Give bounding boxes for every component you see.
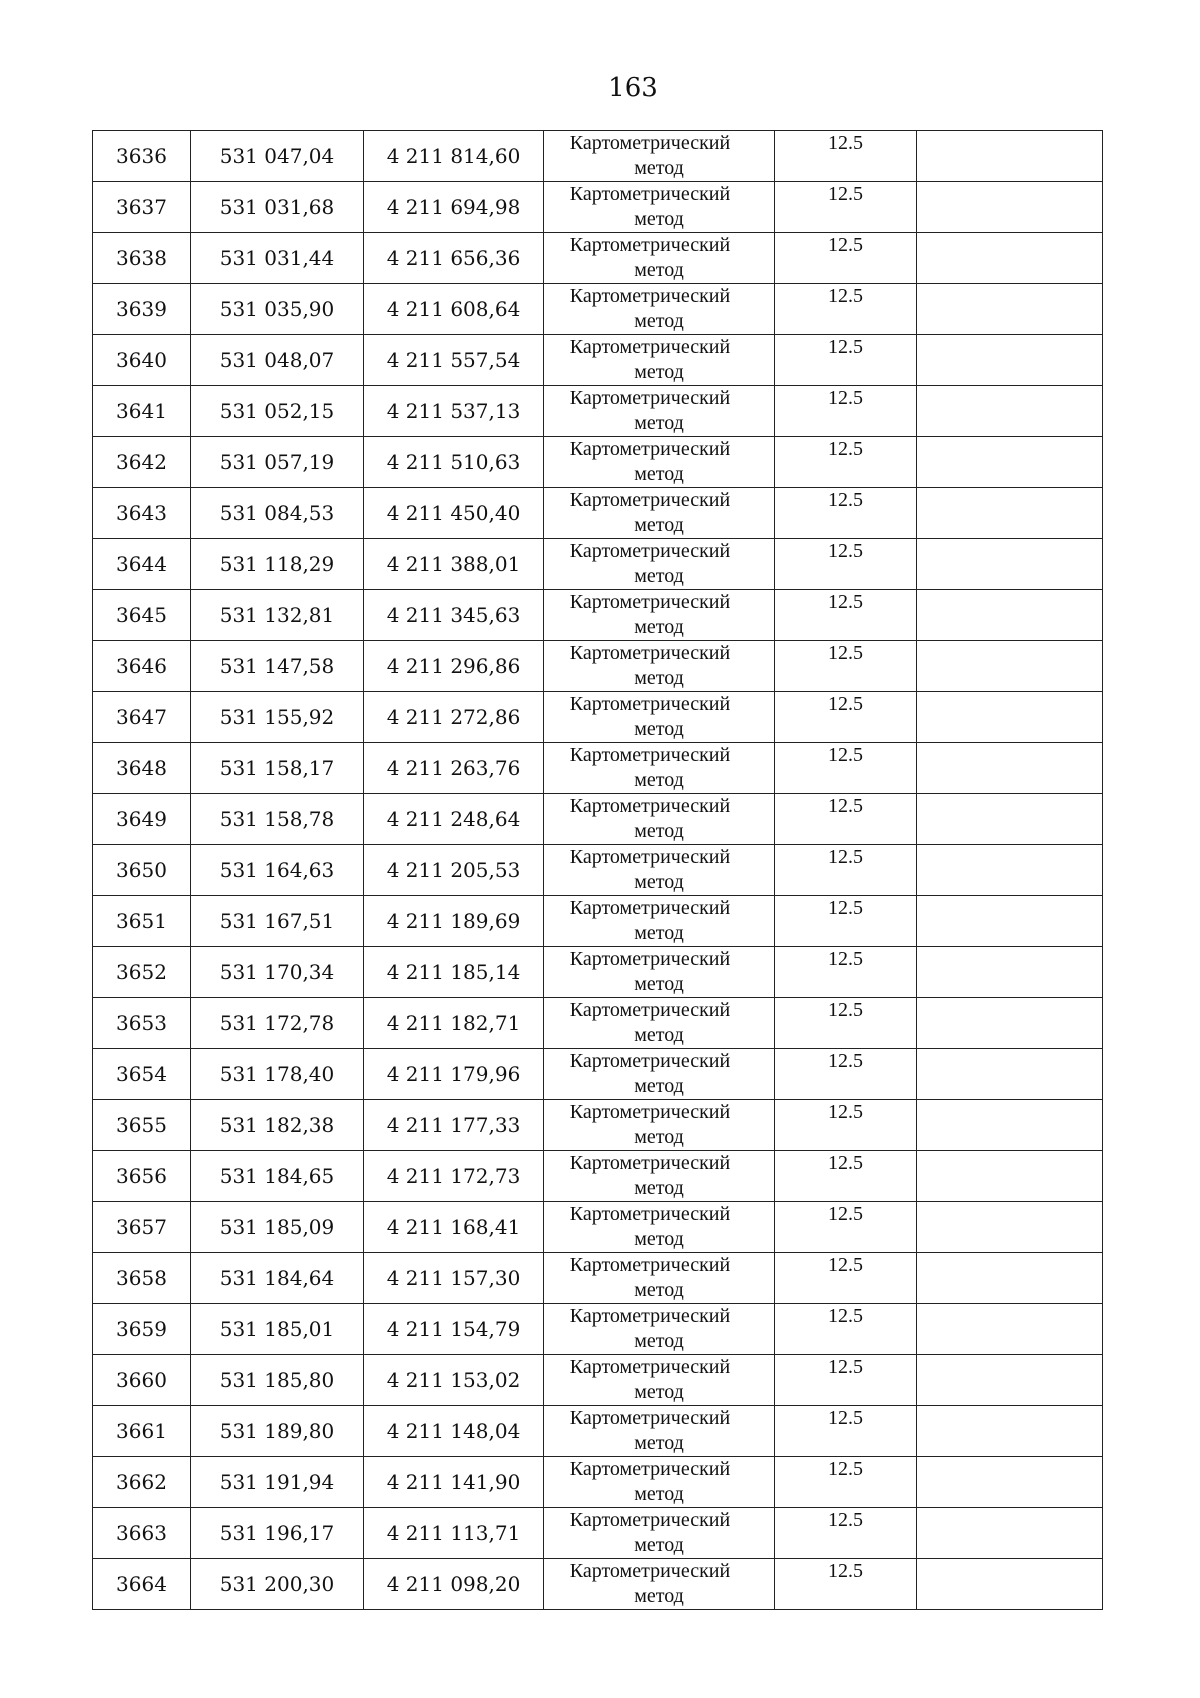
- method-cell: [544, 335, 775, 386]
- x-coordinate-cell: 531 118,29: [191, 539, 364, 590]
- method-line-2: метод: [634, 871, 684, 893]
- point-number-cell: 3657: [93, 1202, 191, 1253]
- table-row: [93, 1559, 1103, 1610]
- method-line-2: метод: [634, 463, 684, 485]
- table-row: [93, 1151, 1103, 1202]
- table-row: [93, 488, 1103, 539]
- method-cell: [544, 1151, 775, 1202]
- y-coordinate-cell: 4 211 148,04: [364, 1406, 544, 1457]
- accuracy-cell: 12.5: [775, 1304, 917, 1355]
- note-cell: [917, 539, 1103, 590]
- accuracy-cell: 12.5: [775, 641, 917, 692]
- accuracy-cell: 12.5: [775, 1406, 917, 1457]
- accuracy-cell: 12.5: [775, 1559, 917, 1610]
- point-number-cell: 3664: [93, 1559, 191, 1610]
- method-line-2: метод: [634, 667, 684, 689]
- y-coordinate-cell: 4 211 154,79: [364, 1304, 544, 1355]
- y-coordinate-cell: 4 211 182,71: [364, 998, 544, 1049]
- y-coordinate-cell: 4 211 141,90: [364, 1457, 544, 1508]
- note-cell: [917, 896, 1103, 947]
- table-row: [93, 1355, 1103, 1406]
- y-coordinate-cell: 4 211 248,64: [364, 794, 544, 845]
- note-cell: [917, 1559, 1103, 1610]
- x-coordinate-cell: 531 164,63: [191, 845, 364, 896]
- table-row: [93, 1202, 1103, 1253]
- x-coordinate-cell: 531 200,30: [191, 1559, 364, 1610]
- point-number-cell: 3641: [93, 386, 191, 437]
- y-coordinate-cell: 4 211 814,60: [364, 131, 544, 182]
- table-row: [93, 386, 1103, 437]
- method-line-1: Картометрический: [569, 234, 731, 256]
- method-line-2: метод: [634, 310, 684, 332]
- method-line-2: метод: [634, 565, 684, 587]
- note-cell: [917, 1508, 1103, 1559]
- note-cell: [917, 1049, 1103, 1100]
- x-coordinate-cell: 531 191,94: [191, 1457, 364, 1508]
- y-coordinate-cell: 4 211 272,86: [364, 692, 544, 743]
- y-coordinate-cell: 4 211 168,41: [364, 1202, 544, 1253]
- accuracy-cell: 12.5: [775, 1457, 917, 1508]
- note-cell: [917, 1355, 1103, 1406]
- method-line-1: Картометрический: [569, 744, 731, 766]
- table-row: [93, 335, 1103, 386]
- table-row: [93, 1100, 1103, 1151]
- method-line-2: метод: [634, 922, 684, 944]
- method-line-2: метод: [634, 514, 684, 536]
- method-cell: [544, 284, 775, 335]
- method-line-2: метод: [634, 208, 684, 230]
- method-line-2: метод: [634, 769, 684, 791]
- method-cell: [544, 947, 775, 998]
- y-coordinate-cell: 4 211 113,71: [364, 1508, 544, 1559]
- point-number-cell: 3646: [93, 641, 191, 692]
- point-number-cell: 3658: [93, 1253, 191, 1304]
- method-line-1: Картометрический: [569, 1305, 731, 1327]
- table-row: [93, 998, 1103, 1049]
- point-number-cell: 3656: [93, 1151, 191, 1202]
- method-line-2: метод: [634, 1483, 684, 1505]
- point-number-cell: 3663: [93, 1508, 191, 1559]
- table-row: [93, 641, 1103, 692]
- point-number-cell: 3652: [93, 947, 191, 998]
- method-line-1: Картометрический: [569, 1254, 731, 1276]
- accuracy-cell: 12.5: [775, 1151, 917, 1202]
- note-cell: [917, 131, 1103, 182]
- method-line-1: Картометрический: [569, 948, 731, 970]
- table-row: [93, 1457, 1103, 1508]
- method-cell: [544, 896, 775, 947]
- method-line-1: Картометрический: [569, 1050, 731, 1072]
- x-coordinate-cell: 531 035,90: [191, 284, 364, 335]
- point-number-cell: 3659: [93, 1304, 191, 1355]
- note-cell: [917, 641, 1103, 692]
- x-coordinate-cell: 531 155,92: [191, 692, 364, 743]
- accuracy-cell: 12.5: [775, 386, 917, 437]
- table-row: [93, 794, 1103, 845]
- note-cell: [917, 386, 1103, 437]
- table-row: [93, 131, 1103, 182]
- method-line-2: метод: [634, 616, 684, 638]
- method-cell: [544, 1559, 775, 1610]
- table-row: [93, 896, 1103, 947]
- point-number-cell: 3653: [93, 998, 191, 1049]
- method-cell: [544, 1202, 775, 1253]
- method-line-2: метод: [634, 412, 684, 434]
- accuracy-cell: 12.5: [775, 488, 917, 539]
- x-coordinate-cell: 531 047,04: [191, 131, 364, 182]
- table-row: [93, 1508, 1103, 1559]
- method-line-2: метод: [634, 1126, 684, 1148]
- point-number-cell: 3649: [93, 794, 191, 845]
- note-cell: [917, 998, 1103, 1049]
- method-cell: [544, 1355, 775, 1406]
- y-coordinate-cell: 4 211 153,02: [364, 1355, 544, 1406]
- method-line-1: Картометрический: [569, 1509, 731, 1531]
- x-coordinate-cell: 531 182,38: [191, 1100, 364, 1151]
- accuracy-cell: 12.5: [775, 182, 917, 233]
- x-coordinate-cell: 531 147,58: [191, 641, 364, 692]
- method-line-1: Картометрический: [569, 285, 731, 307]
- method-line-2: метод: [634, 361, 684, 383]
- method-line-2: метод: [634, 1585, 684, 1607]
- x-coordinate-cell: 531 172,78: [191, 998, 364, 1049]
- x-coordinate-cell: 531 184,65: [191, 1151, 364, 1202]
- method-cell: [544, 1406, 775, 1457]
- table-row: [93, 284, 1103, 335]
- y-coordinate-cell: 4 211 098,20: [364, 1559, 544, 1610]
- method-line-1: Картометрический: [569, 591, 731, 613]
- y-coordinate-cell: 4 211 656,36: [364, 233, 544, 284]
- note-cell: [917, 1406, 1103, 1457]
- method-line-1: Картометрический: [569, 897, 731, 919]
- point-number-cell: 3644: [93, 539, 191, 590]
- x-coordinate-cell: 531 158,78: [191, 794, 364, 845]
- point-number-cell: 3637: [93, 182, 191, 233]
- x-coordinate-cell: 531 158,17: [191, 743, 364, 794]
- method-line-1: Картометрический: [569, 693, 731, 715]
- point-number-cell: 3651: [93, 896, 191, 947]
- x-coordinate-cell: 531 084,53: [191, 488, 364, 539]
- method-line-1: Картометрический: [569, 642, 731, 664]
- table-body: [93, 131, 1103, 1610]
- method-line-1: Картометрический: [569, 387, 731, 409]
- y-coordinate-cell: 4 211 185,14: [364, 947, 544, 998]
- method-cell: [544, 539, 775, 590]
- note-cell: [917, 743, 1103, 794]
- accuracy-cell: 12.5: [775, 845, 917, 896]
- point-number-cell: 3660: [93, 1355, 191, 1406]
- method-line-1: Картометрический: [569, 1203, 731, 1225]
- table-row: [93, 1049, 1103, 1100]
- method-line-1: Картометрический: [569, 1356, 731, 1378]
- x-coordinate-cell: 531 178,40: [191, 1049, 364, 1100]
- x-coordinate-cell: 531 132,81: [191, 590, 364, 641]
- method-cell: [544, 1304, 775, 1355]
- note-cell: [917, 1457, 1103, 1508]
- method-line-2: метод: [634, 718, 684, 740]
- accuracy-cell: 12.5: [775, 947, 917, 998]
- method-cell: [544, 1457, 775, 1508]
- note-cell: [917, 1100, 1103, 1151]
- method-line-1: Картометрический: [569, 1407, 731, 1429]
- y-coordinate-cell: 4 211 608,64: [364, 284, 544, 335]
- accuracy-cell: 12.5: [775, 1355, 917, 1406]
- method-line-1: Картометрический: [569, 489, 731, 511]
- note-cell: [917, 335, 1103, 386]
- method-line-1: Картометрический: [569, 846, 731, 868]
- method-line-1: Картометрический: [569, 336, 731, 358]
- x-coordinate-cell: 531 057,19: [191, 437, 364, 488]
- method-cell: [544, 845, 775, 896]
- accuracy-cell: 12.5: [775, 539, 917, 590]
- table-row: [93, 437, 1103, 488]
- method-line-2: метод: [634, 157, 684, 179]
- y-coordinate-cell: 4 211 157,30: [364, 1253, 544, 1304]
- method-line-2: метод: [634, 820, 684, 842]
- y-coordinate-cell: 4 211 694,98: [364, 182, 544, 233]
- y-coordinate-cell: 4 211 179,96: [364, 1049, 544, 1100]
- x-coordinate-cell: 531 185,80: [191, 1355, 364, 1406]
- table-row: [93, 692, 1103, 743]
- point-number-cell: 3643: [93, 488, 191, 539]
- y-coordinate-cell: 4 211 388,01: [364, 539, 544, 590]
- method-line-1: Картометрический: [569, 1560, 731, 1582]
- method-cell: [544, 590, 775, 641]
- page-number: 163: [608, 73, 658, 103]
- y-coordinate-cell: 4 211 345,63: [364, 590, 544, 641]
- y-coordinate-cell: 4 211 172,73: [364, 1151, 544, 1202]
- note-cell: [917, 437, 1103, 488]
- point-number-cell: 3662: [93, 1457, 191, 1508]
- method-cell: [544, 641, 775, 692]
- accuracy-cell: 12.5: [775, 1253, 917, 1304]
- x-coordinate-cell: 531 031,44: [191, 233, 364, 284]
- y-coordinate-cell: 4 211 557,54: [364, 335, 544, 386]
- note-cell: [917, 1253, 1103, 1304]
- y-coordinate-cell: 4 211 177,33: [364, 1100, 544, 1151]
- note-cell: [917, 284, 1103, 335]
- point-number-cell: 3650: [93, 845, 191, 896]
- point-number-cell: 3645: [93, 590, 191, 641]
- accuracy-cell: 12.5: [775, 692, 917, 743]
- point-number-cell: 3648: [93, 743, 191, 794]
- x-coordinate-cell: 531 185,01: [191, 1304, 364, 1355]
- note-cell: [917, 1304, 1103, 1355]
- note-cell: [917, 794, 1103, 845]
- method-line-1: Картометрический: [569, 999, 731, 1021]
- y-coordinate-cell: 4 211 450,40: [364, 488, 544, 539]
- accuracy-cell: 12.5: [775, 335, 917, 386]
- method-cell: [544, 131, 775, 182]
- method-cell: [544, 794, 775, 845]
- method-line-1: Картометрический: [569, 183, 731, 205]
- x-coordinate-cell: 531 048,07: [191, 335, 364, 386]
- note-cell: [917, 182, 1103, 233]
- y-coordinate-cell: 4 211 205,53: [364, 845, 544, 896]
- method-line-1: Картометрический: [569, 132, 731, 154]
- method-cell: [544, 386, 775, 437]
- point-number-cell: 3655: [93, 1100, 191, 1151]
- method-cell: [544, 1508, 775, 1559]
- method-cell: [544, 692, 775, 743]
- accuracy-cell: 12.5: [775, 794, 917, 845]
- note-cell: [917, 233, 1103, 284]
- method-line-1: Картометрический: [569, 1458, 731, 1480]
- note-cell: [917, 947, 1103, 998]
- y-coordinate-cell: 4 211 263,76: [364, 743, 544, 794]
- method-cell: [544, 488, 775, 539]
- method-cell: [544, 1100, 775, 1151]
- table-row: [93, 845, 1103, 896]
- accuracy-cell: 12.5: [775, 998, 917, 1049]
- table-row: [93, 947, 1103, 998]
- method-line-2: метод: [634, 259, 684, 281]
- method-line-2: метод: [634, 1075, 684, 1097]
- note-cell: [917, 488, 1103, 539]
- method-cell: [544, 998, 775, 1049]
- point-number-cell: 3647: [93, 692, 191, 743]
- accuracy-cell: 12.5: [775, 1202, 917, 1253]
- method-line-2: метод: [634, 1330, 684, 1352]
- table-row: [93, 743, 1103, 794]
- method-line-2: метод: [634, 1024, 684, 1046]
- note-cell: [917, 692, 1103, 743]
- x-coordinate-cell: 531 184,64: [191, 1253, 364, 1304]
- accuracy-cell: 12.5: [775, 284, 917, 335]
- coordinates-table: [92, 130, 1103, 1610]
- method-cell: [544, 437, 775, 488]
- accuracy-cell: 12.5: [775, 437, 917, 488]
- method-line-1: Картометрический: [569, 438, 731, 460]
- method-line-1: Картометрический: [569, 1152, 731, 1174]
- point-number-cell: 3642: [93, 437, 191, 488]
- point-number-cell: 3640: [93, 335, 191, 386]
- table-row: [93, 1304, 1103, 1355]
- table-row: [93, 233, 1103, 284]
- point-number-cell: 3661: [93, 1406, 191, 1457]
- table-row: [93, 590, 1103, 641]
- table-row: [93, 539, 1103, 590]
- method-line-2: метод: [634, 1381, 684, 1403]
- note-cell: [917, 1202, 1103, 1253]
- y-coordinate-cell: 4 211 510,63: [364, 437, 544, 488]
- method-line-2: метод: [634, 1228, 684, 1250]
- method-line-2: метод: [634, 1432, 684, 1454]
- method-cell: [544, 743, 775, 794]
- y-coordinate-cell: 4 211 537,13: [364, 386, 544, 437]
- x-coordinate-cell: 531 031,68: [191, 182, 364, 233]
- point-number-cell: 3636: [93, 131, 191, 182]
- point-number-cell: 3639: [93, 284, 191, 335]
- method-line-2: метод: [634, 1534, 684, 1556]
- method-cell: [544, 1049, 775, 1100]
- accuracy-cell: 12.5: [775, 743, 917, 794]
- method-line-2: метод: [634, 973, 684, 995]
- x-coordinate-cell: 531 052,15: [191, 386, 364, 437]
- method-cell: [544, 182, 775, 233]
- accuracy-cell: 12.5: [775, 590, 917, 641]
- note-cell: [917, 845, 1103, 896]
- accuracy-cell: 12.5: [775, 131, 917, 182]
- method-line-1: Картометрический: [569, 1101, 731, 1123]
- x-coordinate-cell: 531 189,80: [191, 1406, 364, 1457]
- point-number-cell: 3654: [93, 1049, 191, 1100]
- accuracy-cell: 12.5: [775, 896, 917, 947]
- method-cell: [544, 1253, 775, 1304]
- accuracy-cell: 12.5: [775, 233, 917, 284]
- x-coordinate-cell: 531 185,09: [191, 1202, 364, 1253]
- note-cell: [917, 1151, 1103, 1202]
- x-coordinate-cell: 531 196,17: [191, 1508, 364, 1559]
- accuracy-cell: 12.5: [775, 1049, 917, 1100]
- method-cell: [544, 233, 775, 284]
- method-line-2: метод: [634, 1279, 684, 1301]
- table-row: [93, 182, 1103, 233]
- y-coordinate-cell: 4 211 189,69: [364, 896, 544, 947]
- x-coordinate-cell: 531 167,51: [191, 896, 364, 947]
- method-line-2: метод: [634, 1177, 684, 1199]
- x-coordinate-cell: 531 170,34: [191, 947, 364, 998]
- point-number-cell: 3638: [93, 233, 191, 284]
- note-cell: [917, 590, 1103, 641]
- accuracy-cell: 12.5: [775, 1100, 917, 1151]
- method-line-1: Картометрический: [569, 540, 731, 562]
- table-row: [93, 1406, 1103, 1457]
- y-coordinate-cell: 4 211 296,86: [364, 641, 544, 692]
- method-line-1: Картометрический: [569, 795, 731, 817]
- table-row: [93, 1253, 1103, 1304]
- accuracy-cell: 12.5: [775, 1508, 917, 1559]
